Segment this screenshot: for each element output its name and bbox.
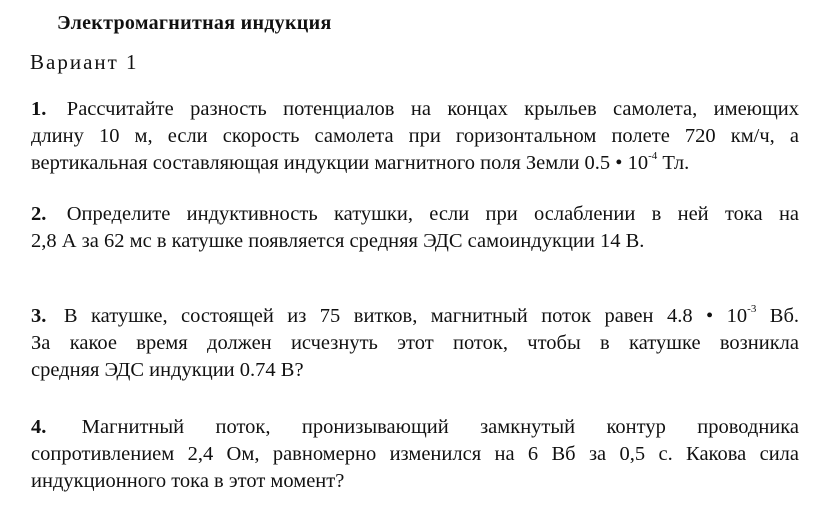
variant-label: Вариант 1 [30, 50, 139, 74]
task-2-text-line-1: Определите индуктивность катушки, если при ослаблении в ней тока на [66, 203, 800, 225]
task-1-text-line-1: Рассчитайте разность потенциалов на концах крыльев самолета, имеющих [66, 98, 799, 120]
task-2-line-1 [31, 201, 799, 228]
task-3-line-3: средняя ЭДС индукции 0.74 В? [31, 359, 304, 381]
task-4-text-line-1: Магнитный поток, пронизывающий замкнутый контур проводника [81, 416, 800, 438]
task-1-number: 1. [31, 98, 47, 120]
task-3-line-1 [31, 303, 799, 330]
task-1-line-2: длину 10 м, если скорость самолета при горизонтальном полете 720 км/ч, а [31, 125, 799, 147]
task-2-line-2: 2,8 А за 62 мс в катушке появляется средняя ЭДС самоиндукции 14 В. [31, 230, 645, 252]
task-1-line-3-text: вертикальная составляющая индукции магнитного поля Земли 0.5 • 10 [31, 152, 649, 174]
task-1 [31, 96, 799, 177]
task-4 [31, 414, 799, 495]
task-3-unit: Вб. [756, 305, 800, 327]
task-3-text-line-1: В катушке, состоящей из 75 витков, магнитный поток равен 4.8 • 10 [63, 305, 748, 327]
task-1-exponent: -4 [648, 150, 658, 163]
task-3-exponent: -3 [747, 303, 757, 316]
task-1-unit: Тл. [657, 152, 690, 174]
task-1-line-1 [31, 96, 799, 123]
task-3-line-2: За какое время должен исчезнуть этот поток, чтобы в катушке возникла [31, 332, 799, 354]
task-3 [31, 303, 799, 384]
task-3-number: 3. [31, 305, 47, 327]
task-2 [31, 201, 799, 255]
task-1-line-3 [31, 150, 799, 177]
task-4-line-2: сопротивлением 2,4 Ом, равномерно изменился на 6 Вб за 0,5 с. Какова сила [31, 443, 799, 465]
task-4-line-3: индукционного тока в этот момент? [31, 470, 345, 492]
task-2-number: 2. [31, 203, 47, 225]
task-4-number: 4. [31, 416, 47, 438]
task-4-line-1 [31, 414, 799, 441]
page-title: Электромагнитная индукция [57, 12, 332, 34]
